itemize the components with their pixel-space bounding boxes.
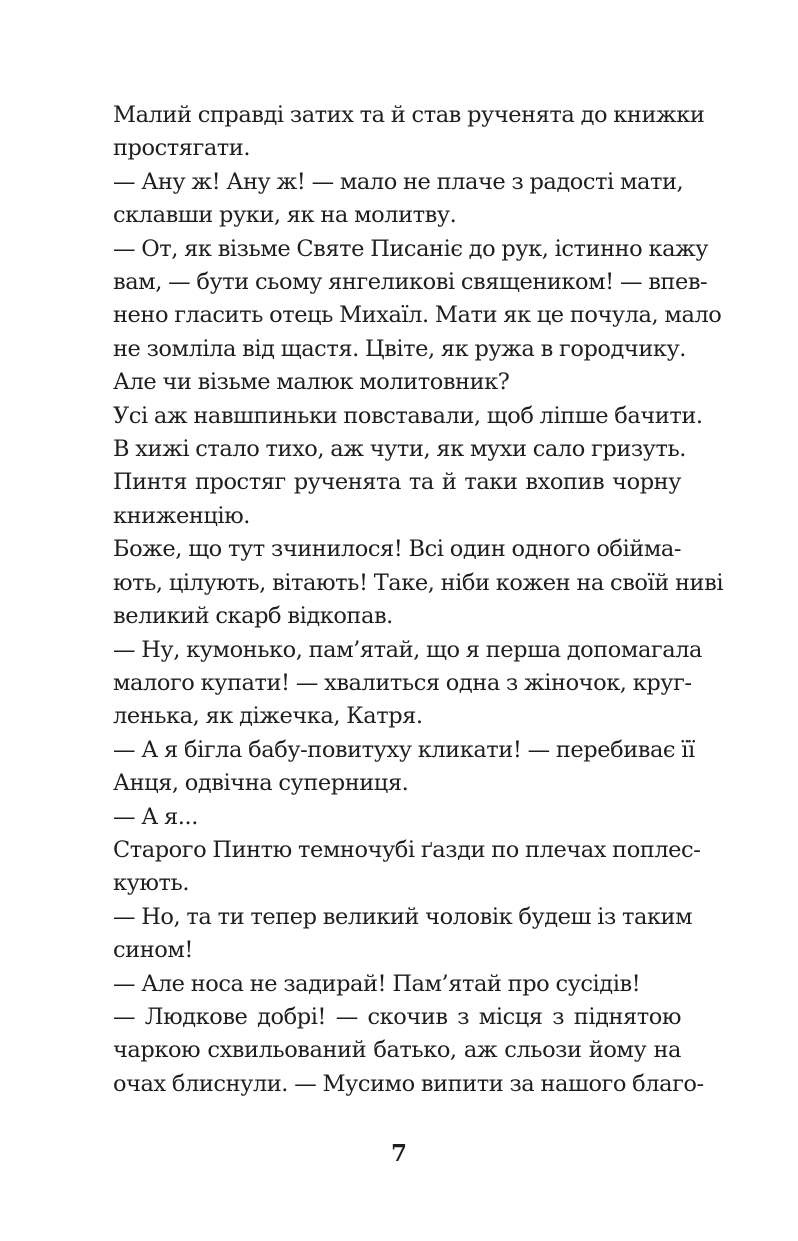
- text-line: Пинтя простяг рученята та й таки вхопив чорну: [113, 469, 681, 496]
- paragraph: [84, 801, 681, 834]
- text-line: ленька, як діжечка, Катря.: [113, 703, 423, 730]
- text-line: чаркою схвильований батько, аж сльози йому на: [113, 1037, 681, 1064]
- text-line: Але чи візьме малюк молитовник?: [113, 369, 510, 396]
- text-line: книженцію.: [113, 502, 250, 529]
- text-line: склавши руки, як на молитву.: [113, 202, 457, 229]
- page-number: 7: [390, 1140, 407, 1167]
- paragraph: [84, 166, 684, 233]
- text-line: малого купати! — хвалиться одна з жіночок, круг-: [113, 669, 692, 696]
- text-line: очах блиснули. — Мусимо випити за нашого благо-: [113, 1070, 704, 1097]
- text-line: — От, як візьме Святе Писаніє до рук, істинно кажу: [113, 235, 709, 262]
- paragraph: [84, 400, 703, 467]
- paragraph: [84, 834, 701, 901]
- text-line: вам, — бути сьому янгеликові священиком! — впев-: [113, 269, 708, 296]
- text-line: Усі аж навшпиньки повставали, щоб ліпше бачити.: [113, 402, 703, 429]
- text-line: — А я бігла бабу-повитуху кликати! — перебиває її: [113, 736, 695, 763]
- text-line: — Ану ж! Ану ж! — мало не плаче з радості мати,: [113, 168, 684, 195]
- text-line: — Но, та ти тепер великий чоловік будеш із таким: [113, 903, 693, 930]
- paragraph: [84, 466, 681, 533]
- text-line: В хижі стало тихо, аж чути, як мухи сало гризуть.: [113, 436, 686, 463]
- text-line: сином!: [113, 937, 193, 964]
- paragraph: [84, 634, 703, 734]
- paragraph: [84, 533, 724, 633]
- text-line: Малий справді затих та й став рученята до книжки: [113, 102, 705, 128]
- text-line: — Людкове добрі! — скочив з місця з піднятою: [113, 1003, 681, 1030]
- text-line: ють, цілують, вітають! Таке, ніби кожен на своїй ниві: [113, 569, 724, 596]
- paragraph: [84, 233, 722, 367]
- text-line: — А я...: [113, 803, 198, 830]
- paragraph: [84, 968, 681, 1001]
- text-line: нено гласить отець Михаїл. Мати як це почула, мало: [113, 302, 722, 329]
- text-line: не зомліла від щастя. Цвіте, як ружа в городчику.: [113, 335, 686, 362]
- paragraph: [84, 734, 695, 801]
- paragraph: [84, 366, 681, 399]
- text-line: Анця, одвічна суперниця.: [113, 770, 409, 797]
- paragraph: [84, 901, 693, 968]
- paragraph: [84, 1001, 704, 1101]
- text-line: великий скарб відкопав.: [113, 603, 393, 630]
- text-line: — Але носа не задирай! Пам’ятай про сусідів!: [113, 970, 641, 997]
- book-page-text: [84, 99, 724, 1101]
- text-line: Боже, що тут зчинилося! Всі один одного обійма-: [113, 536, 681, 563]
- text-line: — Ну, кумонько, пам’ятай, що я перша допомагала: [113, 636, 703, 663]
- text-line: кують.: [113, 870, 190, 897]
- paragraph: [84, 99, 705, 166]
- text-line: Старого Пинтю темночубі ґазди по плечах поплес-: [113, 836, 701, 863]
- text-line: простягати.: [113, 135, 251, 162]
